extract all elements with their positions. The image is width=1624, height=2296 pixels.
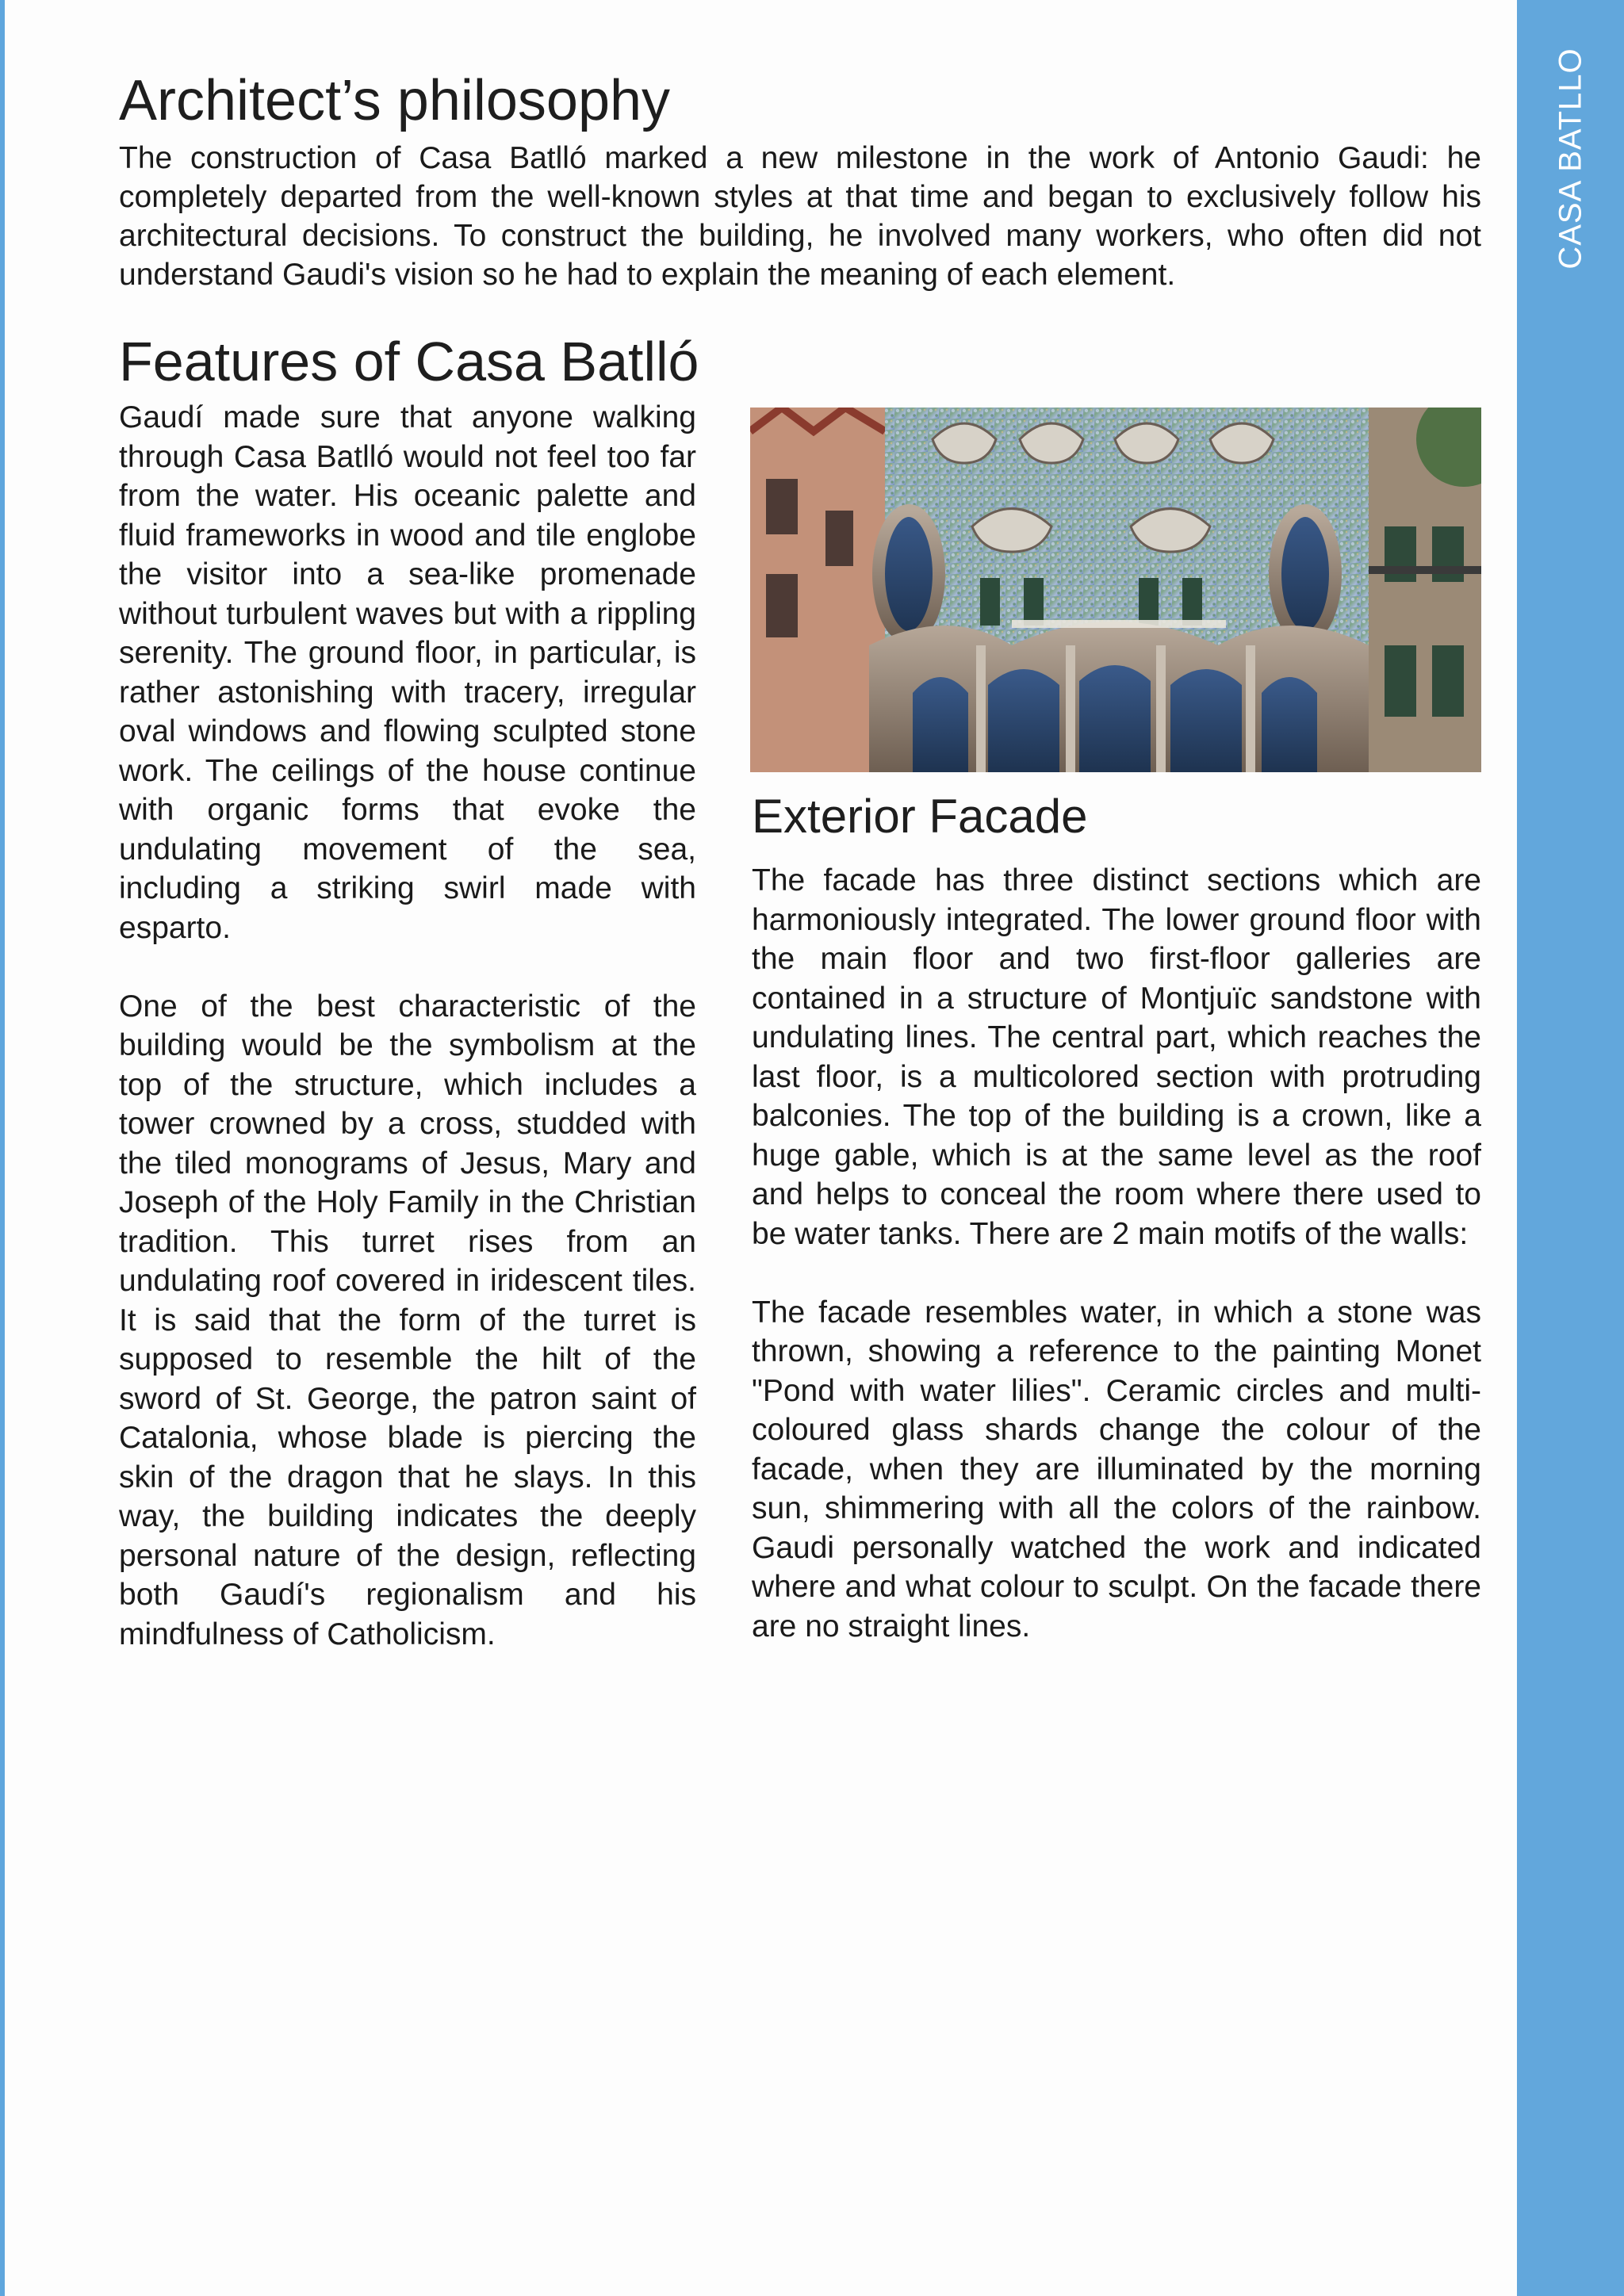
exterior-paragraph: The facade resembles water, in which a stone was thrown, showing a reference to the painting Monet "Pond with water lilies". Ceramic circles and multi-coloured glass shards change the colour of the facade, when they are illuminated by the morning sun, shimmering with all the colors of the rainbow. Gaudi personally watched the work and indicated where and what colour to sculpt. On the facade there are no straight lines. bbox=[752, 1295, 1481, 1644]
facade-photo bbox=[750, 408, 1481, 772]
left-edge-stripe bbox=[0, 0, 5, 2296]
features-paragraph: One of the best characteristic of the building would be the symbolism at the top of the structure, which includes a tower crowned by a cross, studded with the tiled monograms of Jesus, Mary and Joseph of the Holy Family in the Christian tradition. This turret rises from an undulating roof covered in iridescent tiles. It is said that the form of the turret is supposed to resemble the hilt of the sword of St. George, the patron saint of Catalonia, whose blade is piercing the skin of the dragon that he slays. In this way, the building indicates the deeply personal nature of the design, reflecting both Gaudí's regionalism and his mindfulness of Catholicism. bbox=[119, 989, 696, 1651]
side-tab-label: CASA BATLLO bbox=[1553, 48, 1588, 270]
exterior-body bbox=[752, 861, 1481, 1686]
side-tab bbox=[1517, 0, 1624, 2296]
philosophy-heading: Architect’s philosophy bbox=[119, 69, 671, 132]
exterior-paragraph: The facade has three distinct sections which are harmoniously integrated. The lower ground floor with the main floor and two first-floor galleries are contained in a structure of Montjuïc sandstone with undulating lines. The central part, which reaches the last floor, is a multicolored section with protruding balconies. The top of the building is a crown, like a huge gable, which is at the same level as the roof and helps to conceal the room where there used to be water tanks. There are 2 main motifs of the walls: bbox=[752, 863, 1481, 1251]
features-body bbox=[119, 398, 696, 1693]
features-heading: Features of Casa Batlló bbox=[119, 331, 699, 392]
exterior-heading: Exterior Facade bbox=[752, 790, 1088, 843]
features-paragraph: Gaudí made sure that anyone walking through Casa Batlló would not feel too far from the water. His oceanic palette and fluid frameworks in wood and tile englobe the visitor into a sea-like promenade without turbulent waves but with a rippling serenity. The ground floor, in particular, is rather astonishing with tracery, irregular oval windows and flowing sculpted stone work. The ceilings of the house continue with organic forms that evoke the undulating movement of the sea, including a striking swirl made with esparto. bbox=[119, 400, 696, 945]
philosophy-text: The construction of Casa Batlló marked a new milestone in the work of Antonio Gaudi: he completely departed from the well-known styles at that time and began to exclusively follow his architectural decisions. To construct the building, he involved many workers, who often did not understand Gaudi's vision so he had to explain the meaning of each element. bbox=[119, 141, 1481, 292]
